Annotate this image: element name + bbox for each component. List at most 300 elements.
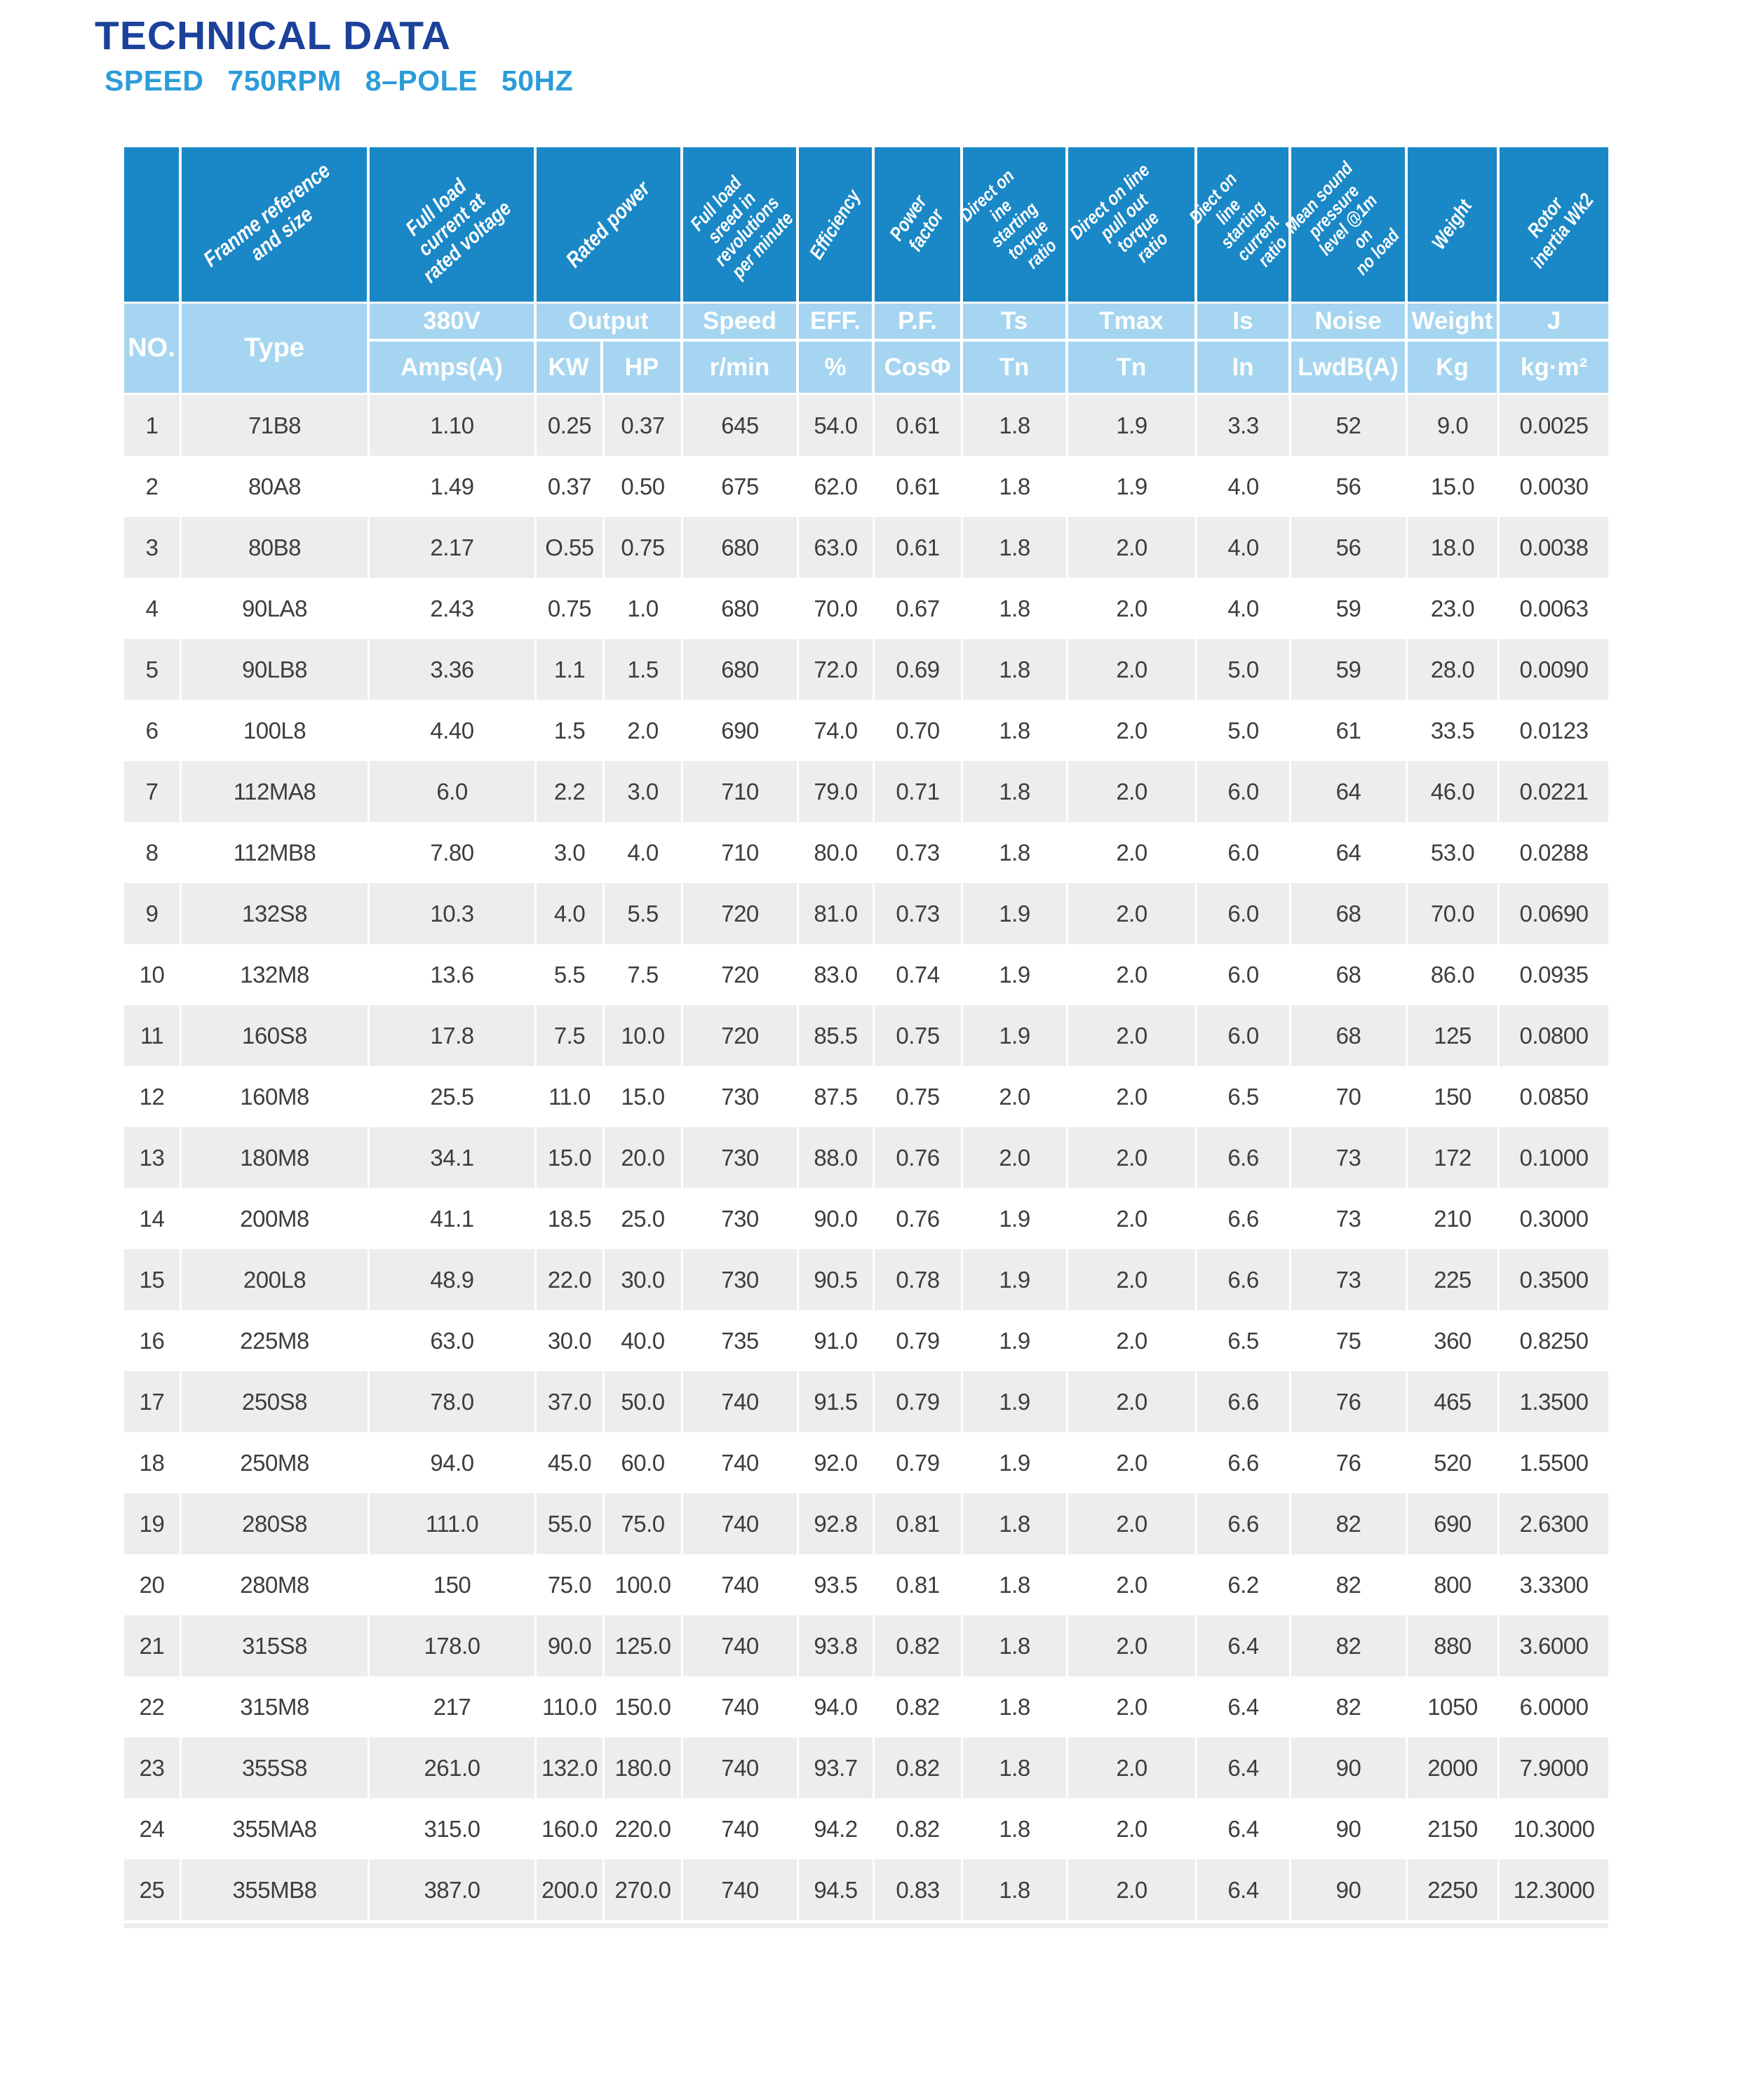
cell-speed: 680 xyxy=(683,639,799,700)
rotated-header-label-output: Rated power xyxy=(561,176,655,272)
cell-type: 132M8 xyxy=(182,944,370,1005)
cell-eff: 74.0 xyxy=(799,700,875,761)
cell-j: 0.8250 xyxy=(1519,1327,1589,1354)
cell-pf: 0.79 xyxy=(875,1310,963,1371)
cell-tmax: 2.0 xyxy=(1068,517,1197,578)
subheader-ts xyxy=(963,304,1068,393)
cell-is: 6.0 xyxy=(1197,761,1291,822)
cell-is: 4.0 xyxy=(1197,578,1291,639)
rotated-header-label-eff: Efficiency xyxy=(804,185,865,263)
subheader-band xyxy=(124,302,1608,395)
table-row xyxy=(124,1371,1608,1432)
cell-kw: 37.0 xyxy=(537,1371,605,1432)
cell-weight: 28.0 xyxy=(1408,639,1500,700)
cell-noise: 75 xyxy=(1291,1310,1408,1371)
cell-hp: 25.0 xyxy=(605,1188,683,1249)
cell-weight: 46.0 xyxy=(1408,761,1500,822)
cell-speed: 740 xyxy=(683,1371,799,1432)
cell-tmax: 2.0 xyxy=(1068,1737,1197,1798)
cell-no: 23 xyxy=(124,1737,182,1798)
cell-noise: 64 xyxy=(1291,761,1408,822)
cell-ts: 1.8 xyxy=(963,761,1068,822)
cell-is: 6.4 xyxy=(1197,1676,1291,1737)
cell-pf: 0.76 xyxy=(875,1188,963,1249)
rotated-header-eff xyxy=(799,147,875,302)
cell-speed: 740 xyxy=(683,1554,799,1615)
subheader-bottom-tmax: Tn xyxy=(1116,353,1147,381)
rotated-header-j xyxy=(1500,147,1608,302)
cell-kw: 2.2 xyxy=(537,761,605,822)
table-row xyxy=(124,578,1608,639)
cell-amps: 48.9 xyxy=(370,1249,537,1310)
cell-no: 12 xyxy=(124,1066,182,1127)
cell-noise: 70 xyxy=(1291,1066,1408,1127)
cell-weight: 18.0 xyxy=(1408,517,1500,578)
cell-weight: 465 xyxy=(1408,1371,1500,1432)
table-row xyxy=(124,517,1608,578)
table-row xyxy=(124,822,1608,883)
cell-j: 0.3000 xyxy=(1519,1205,1589,1232)
cell-j: 6.0000 xyxy=(1519,1693,1589,1720)
cell-speed: 730 xyxy=(683,1127,799,1188)
cell-eff: 92.8 xyxy=(799,1493,875,1554)
cell-noise: 52 xyxy=(1291,395,1408,456)
cell-pf: 0.75 xyxy=(875,1005,963,1066)
subheader-top-pf: P.F. xyxy=(875,304,960,342)
cell-amps: 387.0 xyxy=(370,1859,537,1920)
subheader-bottom-noise: LwdB(A) xyxy=(1298,353,1399,381)
cell-amps: 41.1 xyxy=(370,1188,537,1249)
cell-eff: 93.7 xyxy=(799,1737,875,1798)
table-row xyxy=(124,639,1608,700)
cell-weight: 225 xyxy=(1408,1249,1500,1310)
cell-eff: 88.0 xyxy=(799,1127,875,1188)
cell-speed: 675 xyxy=(683,456,799,517)
cell-hp: 0.75 xyxy=(605,517,683,578)
cell-kw: 22.0 xyxy=(537,1249,605,1310)
subheader-bottom-eff: % xyxy=(824,353,847,381)
subheader-speed xyxy=(683,304,799,393)
cell-eff: 90.5 xyxy=(799,1249,875,1310)
cell-j: 0.0850 xyxy=(1519,1083,1589,1110)
cell-noise: 73 xyxy=(1291,1249,1408,1310)
cell-hp: 30.0 xyxy=(605,1249,683,1310)
cell-type: 250M8 xyxy=(182,1432,370,1493)
cell-hp: 0.37 xyxy=(605,395,683,456)
cell-tmax: 2.0 xyxy=(1068,1859,1197,1920)
subheader-no: NO. xyxy=(124,304,182,393)
cell-noise: 76 xyxy=(1291,1432,1408,1493)
cell-ts: 1.8 xyxy=(963,578,1068,639)
cell-amps: 1.10 xyxy=(370,395,537,456)
cell-weight: 53.0 xyxy=(1408,822,1500,883)
cell-is: 4.0 xyxy=(1197,456,1291,517)
cell-ts: 1.9 xyxy=(963,1188,1068,1249)
cell-no: 7 xyxy=(124,761,182,822)
cell-noise: 64 xyxy=(1291,822,1408,883)
cell-eff: 94.2 xyxy=(799,1798,875,1859)
cell-no: 3 xyxy=(124,517,182,578)
table-row xyxy=(124,1432,1608,1493)
cell-speed: 740 xyxy=(683,1859,799,1920)
cell-is: 5.0 xyxy=(1197,700,1291,761)
cell-noise: 68 xyxy=(1291,883,1408,944)
cell-no: 19 xyxy=(124,1493,182,1554)
cell-tmax: 2.0 xyxy=(1068,883,1197,944)
cell-no: 20 xyxy=(124,1554,182,1615)
cell-eff: 63.0 xyxy=(799,517,875,578)
rotated-header-pf xyxy=(875,147,963,302)
cell-ts: 1.8 xyxy=(963,639,1068,700)
cell-j: 0.0090 xyxy=(1519,656,1589,682)
cell-speed: 710 xyxy=(683,822,799,883)
cell-no: 25 xyxy=(124,1859,182,1920)
cell-eff: 94.0 xyxy=(799,1676,875,1737)
cell-tmax: 2.0 xyxy=(1068,1188,1197,1249)
cell-noise: 73 xyxy=(1291,1188,1408,1249)
rotated-header-label-j: Rotor inertia Wk2 xyxy=(1523,189,1598,272)
table-row xyxy=(124,1615,1608,1676)
cell-is: 6.6 xyxy=(1197,1493,1291,1554)
cell-weight: 33.5 xyxy=(1408,700,1500,761)
cell-eff: 87.5 xyxy=(799,1066,875,1127)
cell-amps: 217 xyxy=(370,1676,537,1737)
cell-noise: 59 xyxy=(1291,578,1408,639)
cell-amps: 63.0 xyxy=(370,1310,537,1371)
cell-speed: 730 xyxy=(683,1249,799,1310)
cell-hp: 270.0 xyxy=(605,1859,683,1920)
table-row xyxy=(124,1798,1608,1859)
cell-weight: 70.0 xyxy=(1408,883,1500,944)
cell-weight: 2150 xyxy=(1408,1798,1500,1859)
cell-tmax: 2.0 xyxy=(1068,1676,1197,1737)
rotated-header-weight xyxy=(1408,147,1500,302)
cell-tmax: 2.0 xyxy=(1068,944,1197,1005)
cell-amps: 10.3 xyxy=(370,883,537,944)
cell-ts: 1.8 xyxy=(963,700,1068,761)
subheader-top-is: Is xyxy=(1197,304,1288,342)
cell-ts: 1.8 xyxy=(963,456,1068,517)
table-row xyxy=(124,1310,1608,1371)
cell-eff: 62.0 xyxy=(799,456,875,517)
technical-data-table xyxy=(124,147,1608,1928)
cell-is: 6.5 xyxy=(1197,1066,1291,1127)
cell-tmax: 2.0 xyxy=(1068,1249,1197,1310)
cell-ts: 1.8 xyxy=(963,1554,1068,1615)
subheader-top-eff: EFF. xyxy=(799,304,872,342)
cell-is: 6.4 xyxy=(1197,1615,1291,1676)
cell-hp: 180.0 xyxy=(605,1737,683,1798)
cell-kw: 1.1 xyxy=(537,639,605,700)
cell-weight: 690 xyxy=(1408,1493,1500,1554)
rotated-header-label-pf: Power factor xyxy=(884,191,948,255)
rotated-header-amps xyxy=(370,147,537,302)
cell-pf: 0.70 xyxy=(875,700,963,761)
cell-speed: 740 xyxy=(683,1798,799,1859)
cell-type: 355MA8 xyxy=(182,1798,370,1859)
cell-is: 6.6 xyxy=(1197,1127,1291,1188)
cell-pf: 0.81 xyxy=(875,1554,963,1615)
cell-ts: 1.9 xyxy=(963,1310,1068,1371)
cell-noise: 90 xyxy=(1291,1798,1408,1859)
cell-noise: 59 xyxy=(1291,639,1408,700)
cell-type: 100L8 xyxy=(182,700,370,761)
table-row xyxy=(124,1676,1608,1737)
cell-j: 3.3300 xyxy=(1519,1571,1589,1598)
cell-speed: 740 xyxy=(683,1432,799,1493)
cell-eff: 94.5 xyxy=(799,1859,875,1920)
cell-no: 17 xyxy=(124,1371,182,1432)
cell-type: 280S8 xyxy=(182,1493,370,1554)
subheader-bottom-ts: Tn xyxy=(999,353,1030,381)
cell-hp: 5.5 xyxy=(605,883,683,944)
cell-tmax: 2.0 xyxy=(1068,1005,1197,1066)
table-row xyxy=(124,1859,1608,1920)
cell-is: 5.0 xyxy=(1197,639,1291,700)
cell-hp: 20.0 xyxy=(605,1127,683,1188)
cell-amps: 178.0 xyxy=(370,1615,537,1676)
cell-hp: 3.0 xyxy=(605,761,683,822)
cell-tmax: 2.0 xyxy=(1068,1798,1197,1859)
cell-amps: 1.49 xyxy=(370,456,537,517)
subheader-top-ts: Ts xyxy=(963,304,1065,342)
cell-amps: 4.40 xyxy=(370,700,537,761)
cell-no: 5 xyxy=(124,639,182,700)
cell-is: 6.4 xyxy=(1197,1859,1291,1920)
rotated-header-label-ts: Direct on ine starting torque ratio xyxy=(955,164,1061,273)
cell-j: 0.0123 xyxy=(1519,717,1589,743)
table-row xyxy=(124,1493,1608,1554)
cell-tmax: 2.0 xyxy=(1068,1493,1197,1554)
table-row xyxy=(124,1005,1608,1066)
cell-eff: 80.0 xyxy=(799,822,875,883)
cell-kw: 110.0 xyxy=(537,1676,605,1737)
cell-eff: 90.0 xyxy=(799,1188,875,1249)
cell-kw: 3.0 xyxy=(537,822,605,883)
cell-ts: 1.8 xyxy=(963,1493,1068,1554)
cell-type: 112MB8 xyxy=(182,822,370,883)
subheader-top-tmax: Tmax xyxy=(1068,304,1194,342)
cell-pf: 0.71 xyxy=(875,761,963,822)
cell-ts: 1.8 xyxy=(963,822,1068,883)
table-row xyxy=(124,1737,1608,1798)
cell-speed: 690 xyxy=(683,700,799,761)
table-row xyxy=(124,1249,1608,1310)
cell-weight: 125 xyxy=(1408,1005,1500,1066)
table-row xyxy=(124,700,1608,761)
cell-type: 80A8 xyxy=(182,456,370,517)
cell-noise: 82 xyxy=(1291,1676,1408,1737)
cell-kw: 1.5 xyxy=(537,700,605,761)
cell-type: 112MA8 xyxy=(182,761,370,822)
cell-j: 12.3000 xyxy=(1513,1876,1595,1903)
cell-speed: 740 xyxy=(683,1737,799,1798)
cell-kw: 0.25 xyxy=(537,395,605,456)
cell-hp: 60.0 xyxy=(605,1432,683,1493)
cell-j: 0.0025 xyxy=(1519,412,1589,438)
subheader-noise xyxy=(1291,304,1408,393)
cell-hp: 15.0 xyxy=(605,1066,683,1127)
cell-ts: 1.9 xyxy=(963,1432,1068,1493)
cell-hp: 75.0 xyxy=(605,1493,683,1554)
cell-no: 8 xyxy=(124,822,182,883)
cell-no: 13 xyxy=(124,1127,182,1188)
cell-eff: 91.0 xyxy=(799,1310,875,1371)
cell-ts: 1.8 xyxy=(963,1859,1068,1920)
subheader-amps xyxy=(370,304,537,393)
cell-tmax: 1.9 xyxy=(1068,456,1197,517)
cell-hp: 4.0 xyxy=(605,822,683,883)
cell-is: 6.4 xyxy=(1197,1737,1291,1798)
cell-noise: 82 xyxy=(1291,1554,1408,1615)
cell-noise: 68 xyxy=(1291,944,1408,1005)
cell-kw: 18.5 xyxy=(537,1188,605,1249)
cell-amps: 3.36 xyxy=(370,639,537,700)
cell-tmax: 2.0 xyxy=(1068,1615,1197,1676)
subheader-pf xyxy=(875,304,963,393)
cell-pf: 0.83 xyxy=(875,1859,963,1920)
rotated-header-label-tmax: Direct on line pull out torque ratio xyxy=(1065,159,1172,267)
cell-noise: 68 xyxy=(1291,1005,1408,1066)
cell-no: 1 xyxy=(124,395,182,456)
cell-no: 11 xyxy=(124,1005,182,1066)
subheader-tmax xyxy=(1068,304,1197,393)
cell-speed: 645 xyxy=(683,395,799,456)
cell-kw: 45.0 xyxy=(537,1432,605,1493)
subheader-bottom-j: kg·m² xyxy=(1520,353,1588,381)
cell-j: 2.6300 xyxy=(1519,1510,1589,1537)
cell-eff: 93.5 xyxy=(799,1554,875,1615)
cell-pf: 0.82 xyxy=(875,1737,963,1798)
cell-kw: 200.0 xyxy=(537,1859,605,1920)
cell-no: 14 xyxy=(124,1188,182,1249)
cell-weight: 360 xyxy=(1408,1310,1500,1371)
table-row xyxy=(124,1188,1608,1249)
cell-kw: 15.0 xyxy=(537,1127,605,1188)
cell-noise: 82 xyxy=(1291,1615,1408,1676)
rotated-header-speed xyxy=(683,147,799,302)
cell-hp: 0.50 xyxy=(605,456,683,517)
cell-hp: 220.0 xyxy=(605,1798,683,1859)
cell-ts: 1.8 xyxy=(963,1615,1068,1676)
cell-pf: 0.67 xyxy=(875,578,963,639)
cell-kw: 7.5 xyxy=(537,1005,605,1066)
cell-hp: 100.0 xyxy=(605,1554,683,1615)
cell-is: 6.6 xyxy=(1197,1432,1291,1493)
subheader-eff xyxy=(799,304,875,393)
cell-weight: 15.0 xyxy=(1408,456,1500,517)
cell-is: 3.3 xyxy=(1197,395,1291,456)
cell-amps: 34.1 xyxy=(370,1127,537,1188)
cell-eff: 81.0 xyxy=(799,883,875,944)
cell-j: 0.1000 xyxy=(1519,1144,1589,1171)
subheader-is xyxy=(1197,304,1291,393)
cell-kw: 90.0 xyxy=(537,1615,605,1676)
cell-speed: 740 xyxy=(683,1493,799,1554)
cell-kw: 75.0 xyxy=(537,1554,605,1615)
cell-weight: 23.0 xyxy=(1408,578,1500,639)
cell-type: 250S8 xyxy=(182,1371,370,1432)
cell-hp: 40.0 xyxy=(605,1310,683,1371)
cell-is: 6.0 xyxy=(1197,944,1291,1005)
cell-j: 0.0030 xyxy=(1519,473,1589,499)
cell-weight: 150 xyxy=(1408,1066,1500,1127)
rotated-header-noise xyxy=(1280,147,1408,302)
cell-is: 6.6 xyxy=(1197,1249,1291,1310)
cell-kw: 132.0 xyxy=(537,1737,605,1798)
cell-ts: 1.8 xyxy=(963,395,1068,456)
cell-is: 6.2 xyxy=(1197,1554,1291,1615)
subheader-type: Type xyxy=(182,304,370,393)
cell-pf: 0.82 xyxy=(875,1798,963,1859)
cell-amps: 315.0 xyxy=(370,1798,537,1859)
cell-pf: 0.69 xyxy=(875,639,963,700)
cell-j: 0.0935 xyxy=(1519,961,1589,988)
cell-j: 7.9000 xyxy=(1519,1754,1589,1781)
rotated-header-label-amps: Full load current at rated voltage xyxy=(401,174,516,288)
cell-amps: 150 xyxy=(370,1554,537,1615)
cell-no: 16 xyxy=(124,1310,182,1371)
cell-j: 0.0221 xyxy=(1519,778,1589,804)
cell-no: 21 xyxy=(124,1615,182,1676)
cell-weight: 210 xyxy=(1408,1188,1500,1249)
cell-pf: 0.79 xyxy=(875,1371,963,1432)
cell-noise: 56 xyxy=(1291,456,1408,517)
cell-speed: 735 xyxy=(683,1310,799,1371)
subheader-top-output: Output xyxy=(537,304,680,342)
table-bottom-strip xyxy=(124,1923,1608,1928)
cell-j: 10.3000 xyxy=(1513,1815,1595,1842)
cell-amps: 6.0 xyxy=(370,761,537,822)
subheader-top-amps: 380V xyxy=(370,304,534,342)
cell-weight: 2250 xyxy=(1408,1859,1500,1920)
cell-amps: 13.6 xyxy=(370,944,537,1005)
cell-j: 0.0800 xyxy=(1519,1022,1589,1049)
rotated-header-label-speed: Full load sreed in revolutions per minute xyxy=(686,171,797,283)
cell-type: 200L8 xyxy=(182,1249,370,1310)
cell-speed: 680 xyxy=(683,578,799,639)
cell-pf: 0.73 xyxy=(875,822,963,883)
cell-tmax: 2.0 xyxy=(1068,700,1197,761)
cell-kw: 160.0 xyxy=(537,1798,605,1859)
cell-no: 10 xyxy=(124,944,182,1005)
cell-is: 6.0 xyxy=(1197,883,1291,944)
cell-amps: 2.17 xyxy=(370,517,537,578)
cell-ts: 1.8 xyxy=(963,1676,1068,1737)
cell-type: 160S8 xyxy=(182,1005,370,1066)
cell-type: 132S8 xyxy=(182,883,370,944)
cell-no: 4 xyxy=(124,578,182,639)
cell-no: 9 xyxy=(124,883,182,944)
cell-tmax: 2.0 xyxy=(1068,761,1197,822)
cell-is: 6.0 xyxy=(1197,1005,1291,1066)
cell-pf: 0.76 xyxy=(875,1127,963,1188)
subheader-top-j: J xyxy=(1500,304,1608,342)
cell-pf: 0.82 xyxy=(875,1676,963,1737)
cell-no: 6 xyxy=(124,700,182,761)
cell-no: 18 xyxy=(124,1432,182,1493)
cell-amps: 7.80 xyxy=(370,822,537,883)
cell-eff: 79.0 xyxy=(799,761,875,822)
subheader-bottom-hp: HP xyxy=(624,353,659,381)
cell-hp: 1.0 xyxy=(605,578,683,639)
cell-pf: 0.73 xyxy=(875,883,963,944)
subheader-bottom-kw: KW xyxy=(537,342,603,393)
rotated-header-label-type: Franme reference and size xyxy=(198,158,335,272)
cell-eff: 54.0 xyxy=(799,395,875,456)
cell-type: 160M8 xyxy=(182,1066,370,1127)
cell-pf: 0.61 xyxy=(875,395,963,456)
